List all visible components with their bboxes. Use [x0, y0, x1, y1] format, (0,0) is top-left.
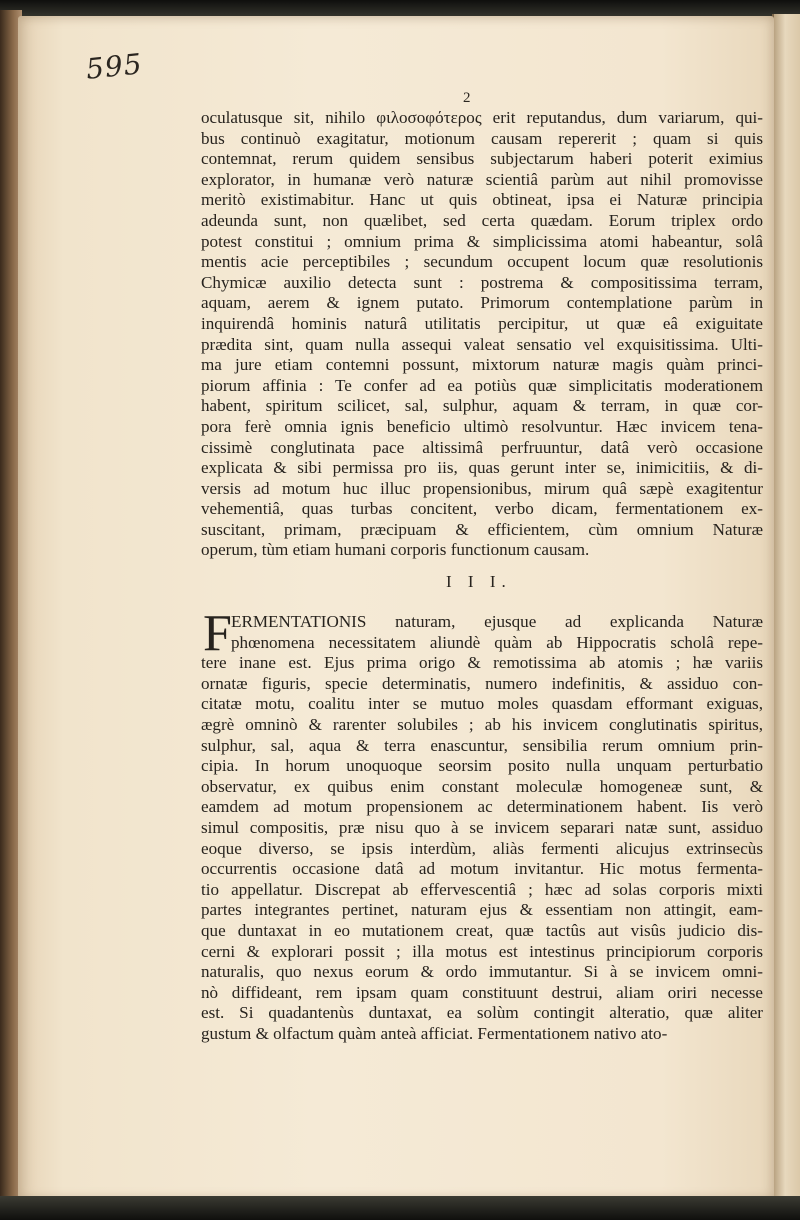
- text-line: mentis acie perceptibiles ; secundum occupent locum quæ resolutionis: [201, 252, 763, 272]
- text-line: adeunda sunt, non quælibet, sed certa quædam. Eorum triplex ordo: [201, 210, 763, 230]
- text-line: tio appellatur. Discrepat ab effervescentiâ ; hæc ad solas corporis mixti: [201, 879, 763, 899]
- text-line: sulphur, sal, aqua & terra enascuntur, sensibilia rerum omnium prin-: [201, 735, 763, 755]
- text-line: est. Si quadantenùs duntaxat, ea solùm contingit alteratio, quæ aliter: [201, 1003, 763, 1023]
- text-line: bus continuò exagitatur, motionum causam repererit ; quam si quis: [201, 128, 763, 148]
- text-line: simul compositis, præ nisu quo à se invicem separari natæ sunt, assiduo: [201, 817, 763, 837]
- text-line: suscitant, primam, præcipuam & efficientem, cùm omnium Naturæ: [201, 519, 763, 539]
- section-heading: I I I.: [446, 572, 512, 591]
- text-line: cerni & explorari possit ; illa motus est intestinus principiorum corporis: [201, 941, 763, 961]
- text-line: versis ad motum huc illuc propensionibus, mirum quâ sæpè exagitentur: [201, 478, 763, 498]
- text-line: piorum affinia : Te confer ad ea potiùs quæ simplicitatis moderationem: [201, 375, 763, 395]
- text-line: potest constitui ; omnium prima & simplicissima atomi habeantur, solâ: [201, 231, 763, 251]
- text-line: eoque diverso, se ipsis interdùm, aliàs fermenti alicujus extrinsecùs: [201, 838, 763, 858]
- text-line: occurrentis occasione datâ ad motum invitantur. Hic motus fermenta-: [201, 859, 763, 879]
- text-line: ægrè omninò & rarenter solubiles ; ab his invicem conglutinatis spiritus,: [201, 714, 763, 734]
- text-line: phœnomena necessitatem aliundè quàm ab Hippocratis scholâ repe-: [231, 632, 763, 652]
- paragraph-continuation: [201, 108, 763, 561]
- text-line: aquam, aerem & ignem putato. Primorum contemplatione parùm in: [201, 293, 763, 313]
- text-line: contemnat, rerum quidem sensibus subjectarum haberi poterit eximius: [201, 149, 763, 169]
- scan-bottom-edge: [0, 1196, 800, 1220]
- text-line: explicata & sibi permissa pro iis, quas gerunt inter se, inimicitiis, & di-: [201, 458, 763, 478]
- text-line: vehementiâ, quas turbas concitent, verbo dicam, fermentationem ex-: [201, 499, 763, 519]
- text-line: inquirendâ hominis naturâ utilitatis percipitur, ut quæ eâ exiguitate: [201, 313, 763, 333]
- text-line: explorator, in humanæ verò naturæ scientiâ parùm aut nihil promovisse: [201, 169, 763, 189]
- text-line: prædita sint, quam nulla assequi valeat sensatio vel exquisitissima. Ulti-: [201, 334, 763, 354]
- text-line: meritò existimabitur. Hanc ut quis obtineat, ipsa ei Naturæ principia: [201, 190, 763, 210]
- text-line: Chymicæ auxilio detecta sunt : postrema & compositissima terram,: [201, 272, 763, 292]
- text-line: ornatæ figuris, specie determinatis, numero indefinitis, & assiduo con-: [201, 673, 763, 693]
- text-line: citatæ motu, coalitu inter se mutuo moles quasdam efformant exiguas,: [201, 694, 763, 714]
- text-line: cissimè conglutinata pace altissimâ perfruuntur, datâ verò occasione: [201, 437, 763, 457]
- page-number: 2: [463, 90, 471, 106]
- text-line: nò diffideant, rem ipsam quam constituunt destrui, aliam oriri necesse: [201, 982, 763, 1002]
- text-line: ma jure etiam contemni possunt, mixtorum naturæ magis quàm princi-: [201, 355, 763, 375]
- text-line: que duntaxat in eo mutationem creat, quæ tactûs aut visûs judicio dis-: [201, 920, 763, 940]
- text-line: tere inane est. Ejus prima origo & remotissima ab atomis ; hæ variis: [201, 653, 763, 673]
- text-line: eamdem ad motum propensionem ac determinationem habent. Iis verò: [201, 797, 763, 817]
- text-line: ERMENTATIONIS naturam, ejusque ad explicanda Naturæ: [231, 612, 763, 631]
- text-line: cipia. In horum unoquoque seorsim posito nulla unquam perturbatio: [201, 756, 763, 776]
- text-line: naturalis, quo nexus eorum & ordo immutantur. Si à se invicem omni-: [201, 962, 763, 982]
- drop-capital: F: [203, 605, 232, 662]
- facing-page-edge: [772, 14, 800, 1198]
- paragraph-fermentation: [201, 612, 763, 1044]
- handwritten-folio-number: 595: [84, 47, 145, 86]
- text-line: operum, tùm etiam humani corporis functionum causam.: [201, 540, 590, 560]
- text-line: partes integrantes pertinet, naturam ejus & essentiam non attingit, eam-: [201, 900, 763, 920]
- text-line: gustum & olfactum quàm anteà afficiat. Fermentationem nativo ato-: [201, 1023, 668, 1043]
- text-line: pora ferè omnia ignis beneficio ultimò resolvuntur. Hæc invicem tena-: [201, 416, 763, 436]
- text-line: observatur, ex quibus enim constant moleculæ homogeneæ sunt, &: [201, 776, 763, 796]
- text-line: habent, spiritum scilicet, sal, sulphur, aquam & terram, in quæ cor-: [201, 396, 763, 416]
- text-line: oculatusque sit, nihilo φιλοσοφότερος erit reputandus, dum variarum, qui-: [201, 108, 763, 127]
